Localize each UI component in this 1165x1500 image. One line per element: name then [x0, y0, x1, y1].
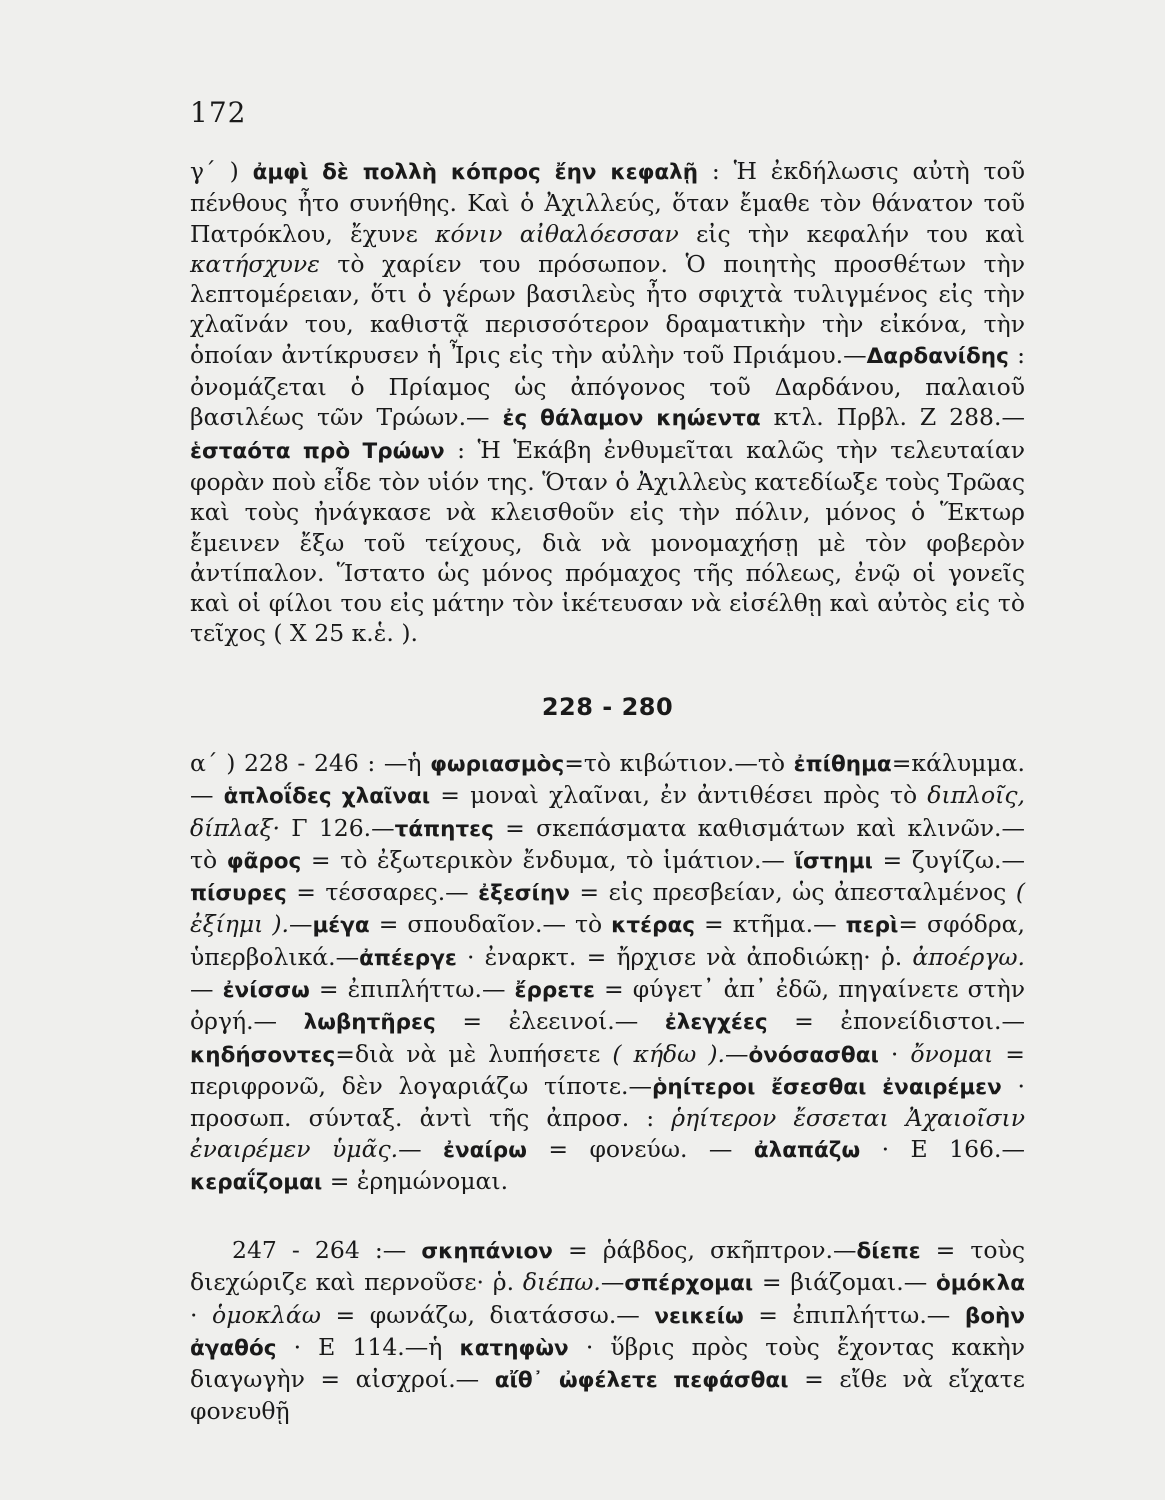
lemma-term: κηδήσοντες	[190, 1042, 336, 1068]
lemma-term: ἐλεγχέες	[664, 1010, 768, 1036]
italic-citation: ( ἐξίημι ).	[190, 878, 1025, 939]
lemma-term: ἐς θάλαμον κηώεντα	[502, 406, 761, 432]
commentary-text: = φύγετ᾿ ἀπ᾿ ἐδῶ, πηγαίνετε στὴν ὀργή.—	[190, 975, 1025, 1036]
commentary-text: = σπουδαῖον.— τὸ	[369, 910, 612, 939]
commentary-text: = ζυγίζω.—	[872, 845, 1025, 874]
commentary-text: = σκεπάσματα καθισμάτων καὶ κλινῶν.— τὸ	[190, 813, 1025, 874]
lemma-term: ἐπίθημα	[793, 752, 892, 777]
italic-citation: ( κήδω ).	[612, 1039, 725, 1068]
commentary-text: = ἐπονείδιστοι.—	[767, 1007, 1025, 1036]
commentary-text: =διὰ νὰ μὲ λυπήσετε	[335, 1039, 613, 1068]
commentary-text: γ΄ )	[190, 157, 253, 185]
lemma-term: αἴθ᾿ ὠφέλετε πεφάσθαι	[494, 1368, 789, 1394]
commentary-text: = κτῆμα.—	[695, 910, 846, 939]
lemma-term: ἀλαπάζω	[753, 1137, 861, 1163]
commentary-text: α΄ ) 228 - 246 : —ἡ	[190, 749, 431, 777]
lemma-term: ἁπλοΐδες χλαῖναι	[223, 784, 431, 810]
commentary-text: : Ἡ Ἑκάβη ἐνθυμεῖται καλῶς τὴν τελευταίαν φορὰν ποὺ εἶδε τὸν υἱόν της. Ὅταν ὁ Ἀχιλλεὺς κατεδίωξε τοὺς Τρῶας καὶ τοὺς ἠνάγκασε νὰ κλεισθοῦν εἰς τὴν πόλιν, μόνος ὁ Ἕκτωρ ἔμεινεν ἔξω τοῦ τείχους, διὰ νὰ μονομαχήσῃ μὲ τὸν φοβερὸν ἀντίπαλον. Ἵστατο ὡς μόνος πρόμαχος τῆς πόλεως, ἐνῷ οἱ γονεῖς καὶ οἱ φίλοι του εἰς μάτην τὸν ἱκέτευσαν νὰ εἰσέλθῃ καὶ αὐτὸς εἰς τὸ τεῖχος ( Χ 25 κ.ἑ. ).	[190, 435, 1025, 648]
italic-citation: ὁμοκλάω	[212, 1300, 321, 1329]
lemma-term: ἀπέεργε	[359, 945, 457, 971]
lemma-term: φᾶρος	[226, 848, 302, 874]
commentary-text: = ῥάβδος, σκῆπτρον.—	[552, 1236, 857, 1264]
commentary-text: = ἐρημώνομαι.	[322, 1166, 509, 1195]
commentary-text: = ἐπιπλήττω.—	[743, 1300, 965, 1329]
section-heading: 228 - 280	[541, 693, 674, 721]
lemma-term: ἐξεσίην	[478, 881, 570, 907]
lemma-term: ἐνίσσω	[222, 978, 310, 1004]
italic-citation: διέπω.	[522, 1268, 601, 1297]
lemma-term: φωριασμὸς	[430, 752, 565, 777]
lemma-term: περὶ	[845, 913, 899, 939]
lemma-term: ἑσταότα πρὸ Τρώων	[190, 438, 445, 464]
commentary-text: —	[600, 1268, 625, 1297]
lemma-term: βοὴν ἀγαθός	[190, 1303, 1025, 1361]
lemma-term: σκηπάνιον	[421, 1239, 553, 1264]
lemma-term: ἵστημι	[794, 848, 873, 874]
commentary-text: = τοὺς διεχώριζε καὶ περνοῦσε· ῥ.	[190, 1236, 1025, 1297]
italic-citation: κόνιν αἰθαλόεσσαν	[435, 219, 679, 248]
commentary-text: : Ἡ ἐκδήλωσις αὐτὴ τοῦ πένθους ἦτο συνήθης. Καὶ ὁ Ἀχιλλεύς, ὅταν ἔμαθε τὸν θάνατον τοῦ Πατρόκλου, ἔχυνε	[190, 157, 1025, 248]
commentary-text: = βιάζομαι.—	[753, 1268, 936, 1297]
lemma-term: Δαρδανίδης	[866, 343, 1009, 369]
lemma-term: λωβητῆρες	[303, 1010, 436, 1036]
commentary-text: · ὕβρις πρὸς τοὺς ἔχοντας κακὴν διαγωγὴν = αἰσχροί.—	[190, 1332, 1025, 1394]
lemma-term: ἐναίρω	[443, 1137, 527, 1163]
italic-citation: κατήσχυνε	[190, 249, 320, 278]
commentary-text: · Ε 166.—	[860, 1134, 1025, 1163]
lemma-term: κεραΐζομαι	[190, 1169, 323, 1195]
commentary-text: · προσωπ. σύνταξ. ἀντὶ τῆς ἀπροσ. :	[190, 1071, 1025, 1133]
commentary-text: —	[288, 910, 313, 939]
italic-citation: ὄνομαι	[910, 1039, 994, 1068]
lemma-term: ὀνόσασθαι	[748, 1042, 879, 1068]
commentary-text: = φονεύω. —	[526, 1134, 754, 1163]
lemma-term: σπέρχομαι	[624, 1271, 754, 1297]
commentary-text: = φωνάζω, διατάσσω.—	[320, 1300, 655, 1329]
commentary-text: : ὀνομάζεται ὁ Πρίαμος ὡς ἀπόγονος τοῦ Δαρδάνου, παλαιοῦ βασιλέως τῶν Τρώων.—	[190, 340, 1025, 432]
lemma-term: ῥηίτεροι ἔσεσθαι ἐναιρέμεν	[652, 1074, 1002, 1100]
commentary-text: = εἴθε νὰ εἴχατε φονευθῇ	[190, 1365, 1025, 1426]
italic-citation: διπλοῖς, δίπλαξ·	[190, 781, 1025, 842]
commentary-text: = ἐπιπλήττω.—	[309, 975, 515, 1004]
commentary-text: ·	[190, 1300, 213, 1329]
commentary-text: = ἐλεεινοί.—	[435, 1007, 665, 1036]
italic-citation: ἀποέργω.	[912, 942, 1025, 971]
lemma-term: νεικείω	[654, 1303, 744, 1329]
commentary-text: εἰς τὴν κεφαλήν του καὶ	[678, 219, 1025, 248]
commentary-text: Γ 126.—	[279, 813, 395, 842]
page-number: 172	[190, 96, 247, 129]
lemma-term: κτέρας	[611, 913, 695, 939]
commentary-text: · ἐναρκτ. = ἤρχισε νὰ ἀποδιώκῃ· ῥ.	[456, 942, 913, 971]
lemma-term: κατηφὼν	[459, 1335, 569, 1361]
lemma-term: δίεπε	[856, 1239, 921, 1264]
lemma-term: ἔρρετε	[514, 978, 595, 1004]
commentary-text: κτλ. Πρβλ. Ζ 288.—	[760, 403, 1025, 432]
commentary-text: 247 - 264 :—	[232, 1236, 422, 1264]
lemma-term: πίσυρες	[190, 881, 287, 907]
lemma-term: τάπητες	[394, 816, 494, 842]
commentary-text: = τέσσαρες.—	[286, 878, 479, 907]
commentary-text: = εἰς πρεσβείαν, ὡς ἀπεσταλμένος	[569, 878, 1016, 907]
commentary-text: τὸ χαρίεν του πρόσωπον. Ὁ ποιητὴς προσθέτων τὴν λεπτομέρειαν, ὅτι ὁ γέρων βασιλεὺς ἦτο σφιχτὰ τυλιγμένος εἰς τὴν χλαῖνάν του, καθιστᾷ περισσότερον δραματικὴν τὴν εἰκόνα, τὴν ὁποίαν ἀντίκρυσεν ἡ Ἶρις εἰς τὴν αὐλὴν τοῦ Πριάμου.—	[190, 249, 1025, 369]
commentary-text: = περιφρονῶ, δὲν λογαριάζω τίποτε.—	[190, 1039, 1025, 1100]
commentary-text: =τὸ κιβώτιον.—τὸ	[564, 749, 794, 777]
commentary-text: —	[398, 1134, 444, 1163]
commentary-text: ·	[878, 1039, 911, 1068]
commentary-text: · Ε 114.—ἡ	[276, 1332, 460, 1361]
lemma-term: ὁμόκλα	[935, 1271, 1025, 1297]
commentary-text: = τὸ ἐξωτερικὸν ἔνδυμα, τὸ ἱμάτιον.—	[301, 845, 795, 874]
lemma-term: μέγα	[312, 913, 370, 939]
commentary-text: = σφόδρα, ὑπερβολικά.—	[190, 910, 1025, 971]
commentary-text: —	[190, 975, 223, 1004]
commentary-text: —	[724, 1039, 749, 1068]
italic-citation: ῥηίτερον ἔσσεται Ἀχαιοῖσιν ἐναιρέμεν ὑμᾶς.	[190, 1104, 1025, 1163]
commentary-paragraph-3	[190, 1235, 1025, 1427]
commentary-paragraph-1	[190, 156, 1025, 649]
commentary-text: =κάλυμμα.—	[190, 749, 1025, 810]
commentary-paragraph-2	[190, 748, 1025, 1198]
commentary-text: = μοναὶ χλαῖναι, ἐν ἀντιθέσει πρὸς τὸ	[430, 781, 928, 810]
lemma-term: ἀμφὶ δὲ πολλὴ κόπρος ἔην κεφαλῇ	[252, 160, 699, 185]
